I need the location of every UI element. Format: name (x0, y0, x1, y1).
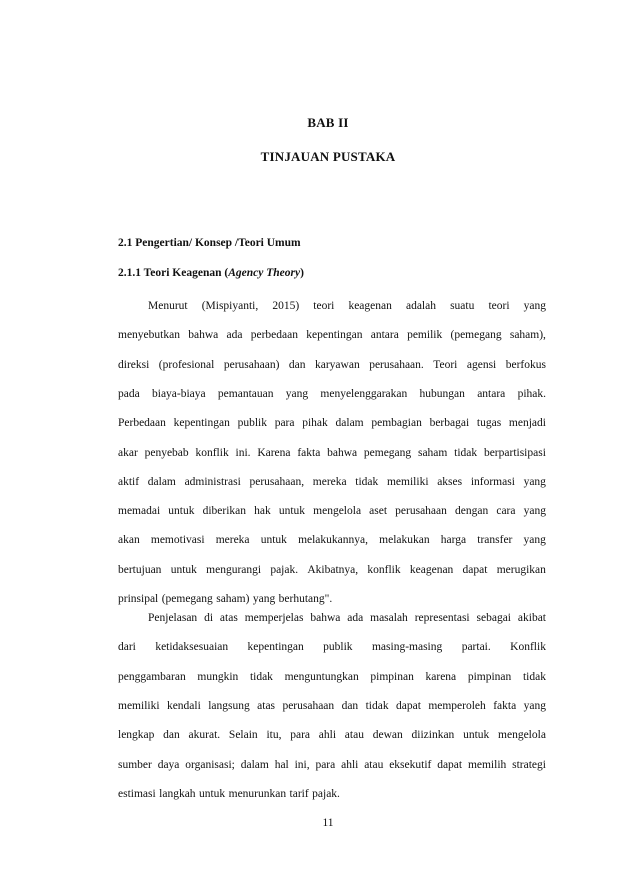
paragraph-line: direksi (profesional perusahaan) dan karyawan perusahaan. Teori agensi berfokus (118, 358, 546, 371)
paragraph-line: memiliki kendali langsung atas perusahaan dan tidak dapat memperoleh fakta yang (118, 699, 546, 712)
subsection-heading (118, 267, 304, 279)
paragraph-line: bertujuan untuk mengurangi pajak. Akibatnya, konflik keagenan dapat merugikan (118, 563, 546, 576)
paragraph-line: akar penyebab konflik ini. Karena fakta bahwa pemegang saham tidak berpartisipasi (118, 446, 546, 459)
paragraph-line: penggambaran mungkin tidak menguntungkan pimpinan karena pimpinan tidak (118, 670, 546, 683)
chapter-number: BAB II (307, 115, 349, 130)
paragraph-line: pada biaya-biaya pemantauan yang menyelenggarakan hubungan antara pihak. (118, 387, 546, 400)
subsection-heading-prefix: 2.1.1 Teori Keagenan ( (118, 267, 229, 279)
paragraph-line: aktif dalam administrasi perusahaan, mereka tidak memiliki akses informasi yang (118, 475, 546, 488)
paragraph-line: akan memotivasi mereka untuk melakukannya, melakukan harga transfer yang (118, 534, 546, 547)
subsection-heading-italic: Agency Theory (228, 267, 301, 279)
paragraph-line: estimasi langkah untuk menurunkan tarif pajak. (118, 787, 340, 800)
paragraph-line: dari ketidaksesuaian kepentingan publik masing-masing partai. Konflik (118, 641, 546, 654)
paragraph-line: sumber daya organisasi; dalam hal ini, para ahli atau eksekutif dapat memilih strategi (118, 758, 546, 771)
paragraph-line: lengkap dan akurat. Selain itu, para ahli atau dewan diizinkan untuk mengelola (118, 729, 546, 742)
paragraph-line: memadai untuk diberikan hak untuk mengelola aset perusahaan dengan cara yang (118, 505, 546, 518)
paragraph-line: Perbedaan kepentingan publik para pihak dalam pembagian berbagai tugas menjadi (118, 417, 546, 430)
paragraph-line: Penjelasan di atas memperjelas bahwa ada masalah representasi sebagai akibat (148, 612, 546, 624)
paragraph-line: Menurut (Mispiyanti, 2015) teori keagenan adalah suatu teori yang (148, 300, 546, 312)
chapter-title: TINJAUAN PUSTAKA (260, 149, 396, 164)
section-heading: 2.1 Pengertian/ Konsep /Teori Umum (118, 237, 301, 249)
paragraph-line: prinsipal (pemegang saham) yang berhutang". (118, 593, 333, 605)
page-number: 11 (322, 817, 334, 829)
subsection-heading-suffix: ) (300, 267, 304, 279)
paragraph-line: menyebutkan bahwa ada perbedaan kepentingan antara pemilik (pemegang saham), (118, 329, 546, 342)
